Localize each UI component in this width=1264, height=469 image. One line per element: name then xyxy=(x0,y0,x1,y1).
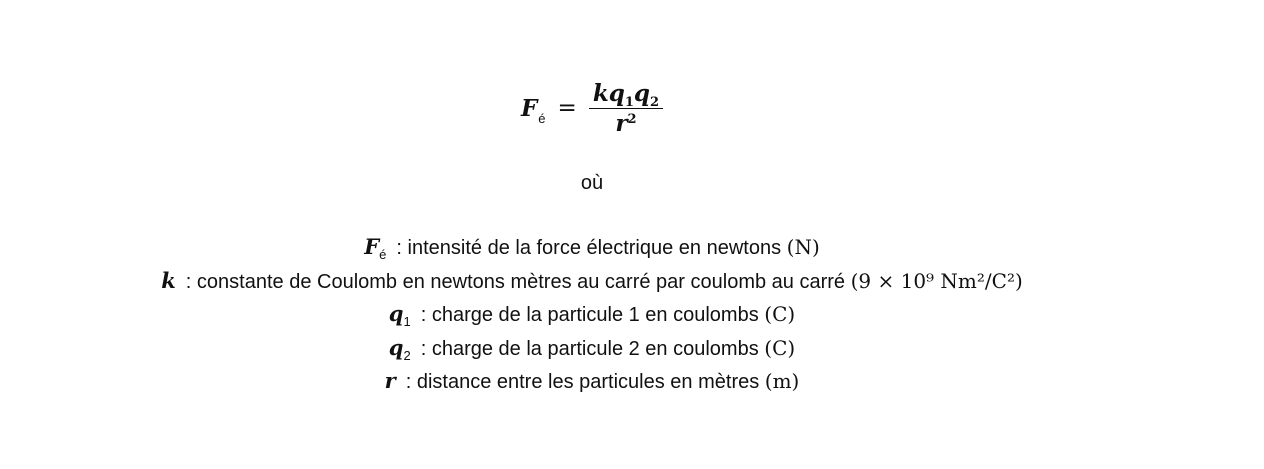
definition-charge-1 xyxy=(0,297,1184,331)
r-symbol: r xyxy=(615,110,628,137)
definition-symbol: k xyxy=(161,267,176,293)
definition-text: : constante de Coulomb en newtons mètres au carré par coulomb au carré xyxy=(185,270,851,293)
definition-coulomb-constant xyxy=(0,264,1184,298)
k-symbol: k xyxy=(592,80,609,107)
definition-distance xyxy=(0,364,1184,398)
fraction-numerator xyxy=(589,82,663,109)
definition-unit: (9 × 10⁹ Nm²/C²) xyxy=(850,268,1023,293)
definition-text: : intensité de la force électrique en newtons xyxy=(396,237,787,259)
definition-charge-2 xyxy=(0,331,1184,365)
r-exponent: 2 xyxy=(627,112,637,127)
definition-force xyxy=(0,230,1184,264)
force-subscript: é xyxy=(538,111,546,126)
q1-subscript: 1 xyxy=(624,95,634,110)
definition-unit: (C) xyxy=(764,302,796,326)
equals-sign: = xyxy=(557,95,577,121)
coulomb-formula xyxy=(0,82,1184,135)
definition-symbol: $q_1$ xyxy=(388,301,411,329)
connector-text: où xyxy=(580,172,604,194)
force-symbol: F xyxy=(520,95,538,122)
definition-text: : charge de la particule 1 en coulombs xyxy=(420,304,765,326)
q2-symbol: q xyxy=(633,80,650,107)
definition-symbol: $q_2$ xyxy=(388,334,411,363)
definition-unit: (N) xyxy=(786,235,820,259)
definition-text: : charge de la particule 2 en coulombs xyxy=(420,337,765,360)
definition-symbol: r xyxy=(384,368,396,393)
definition-unit: (m) xyxy=(764,369,800,393)
definitions-list xyxy=(0,230,1184,398)
fraction-denominator xyxy=(615,109,636,135)
definition-text: : distance entre les particules en mètres xyxy=(405,371,765,393)
definition-symbol: $F_é$ xyxy=(364,234,387,262)
q1-symbol: q xyxy=(608,80,625,107)
q2-subscript: 2 xyxy=(649,95,660,110)
formula-lhs xyxy=(520,95,546,126)
fraction xyxy=(589,82,663,135)
definition-unit: (C) xyxy=(764,335,796,360)
